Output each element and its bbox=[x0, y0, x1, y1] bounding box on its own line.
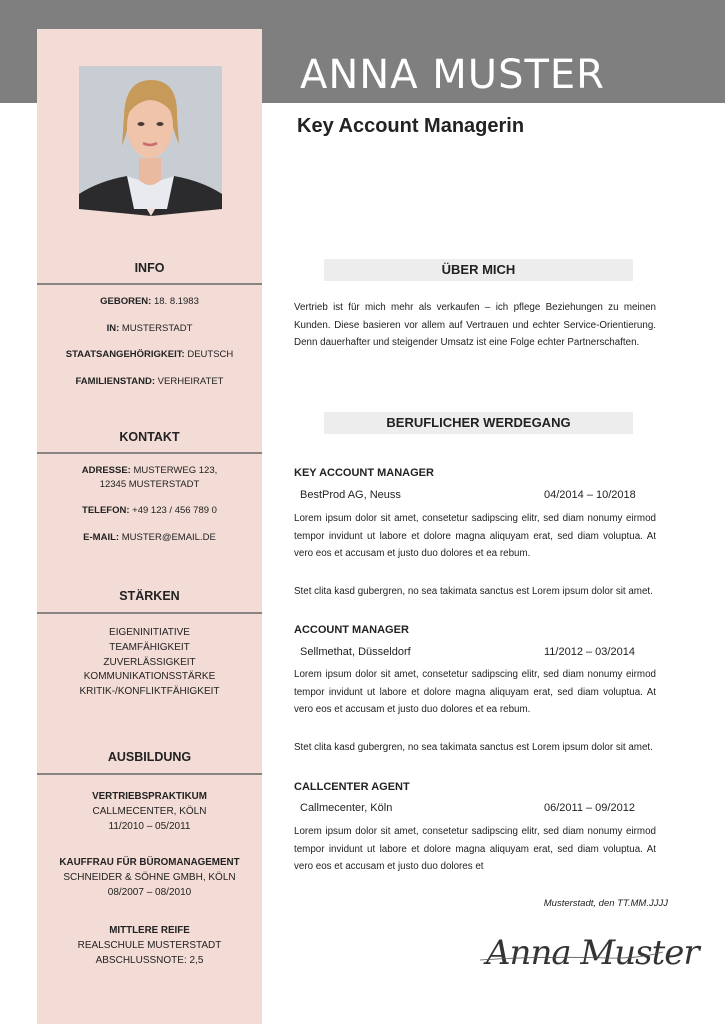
contact-divider bbox=[37, 452, 262, 454]
education-title: KAUFFRAU FÜR BÜROMANAGEMENT bbox=[59, 857, 240, 868]
info-birthdate: GEBOREN: 18. 8.1983 bbox=[100, 296, 199, 307]
job-company: BestProd AG, Neuss bbox=[300, 489, 401, 501]
contact-address: ADRESSE: MUSTERWEG 123, 12345 MUSTERSTADT bbox=[81, 465, 218, 490]
candidate-name: ANNA MUSTER bbox=[300, 52, 605, 98]
career-heading: BERUFLICHER WERDEGANG bbox=[324, 412, 633, 434]
info-birthplace: IN: MUSTERSTADT bbox=[106, 323, 193, 334]
candidate-job-title: Key Account Managerin bbox=[297, 115, 525, 137]
job-description-extra: Stet clita kasd gubergren, no sea takimata sanctus est Lorem ipsum dolor sit amet. bbox=[294, 586, 653, 597]
job-company: Sellmethat, Düsseldorf bbox=[300, 646, 411, 658]
education-title: VERTRIEBSPRAKTIKUM bbox=[92, 791, 207, 802]
strength-item: TEAMFÄHIGKEIT bbox=[109, 641, 190, 653]
info-divider bbox=[37, 283, 262, 285]
education-institution: SCHNEIDER & SÖHNE GMBH, KÖLN bbox=[63, 871, 236, 883]
education-entry bbox=[37, 856, 262, 900]
strength-item: KRITIK-/KONFLIKTFÄHIGKEIT bbox=[79, 686, 220, 698]
info-nationality: STAATSANGEHÖRIGKEIT: DEUTSCH bbox=[65, 349, 234, 360]
job-dates: 06/2011 – 09/2012 bbox=[544, 802, 635, 814]
education-dates: 08/2007 – 08/2010 bbox=[107, 886, 192, 898]
contact-email: E-MAIL: MUSTER@EMAIL.DE bbox=[83, 532, 216, 543]
strength-item: KOMMUNIKATIONSSTÄRKE bbox=[83, 671, 216, 683]
strengths-list bbox=[37, 626, 262, 700]
strengths-divider bbox=[37, 612, 262, 614]
info-marital-status: FAMILIENSTAND: VERHEIRATET bbox=[75, 376, 224, 387]
education-title: MITTLERE REIFE bbox=[109, 925, 190, 936]
education-divider bbox=[37, 773, 262, 775]
signature bbox=[478, 922, 699, 982]
job-company: Callmecenter, Köln bbox=[300, 802, 393, 814]
job-title: KEY ACCOUNT MANAGER bbox=[294, 467, 434, 479]
strengths-heading: STÄRKEN bbox=[119, 589, 180, 603]
job-title: ACCOUNT MANAGER bbox=[294, 624, 409, 636]
strength-item: ZUVERLÄSSIGKEIT bbox=[103, 656, 196, 668]
job-dates: 11/2012 – 03/2014 bbox=[544, 646, 635, 658]
education-entry bbox=[37, 924, 262, 968]
profile-photo bbox=[79, 66, 222, 209]
contact-phone: TELEFON: +49 123 / 456 789 0 bbox=[82, 505, 217, 516]
about-text: Vertrieb ist für mich mehr als verkaufen – ich pflege Beziehungen zu meinen Kunden. Diese basieren vor allem auf Vertrauen und echter Service-Orientierung. Denn dauerhafter und steigender Umsatz ist eine Folge echter Partnerschaften. bbox=[294, 302, 656, 348]
job-title: CALLCENTER AGENT bbox=[294, 781, 410, 793]
education-institution: REALSCHULE MUSTERSTADT bbox=[77, 939, 222, 951]
job-description-extra: Stet clita kasd gubergren, no sea takimata sanctus est Lorem ipsum dolor sit amet. bbox=[294, 742, 653, 753]
svg-text:Anna Muster: Anna Muster bbox=[486, 933, 699, 973]
education-institution: CALLMECENTER, KÖLN bbox=[92, 805, 207, 817]
strength-item: EIGENINITIATIVE bbox=[109, 627, 190, 638]
job-description: Lorem ipsum dolor sit amet, consetetur sadipscing elitr, sed diam nonumy eirmod tempor invidunt ut labore et dolore magna aliquyam erat, sed diam voluptua. At vero eos et accusam et justo duo dolores et bbox=[294, 826, 656, 872]
contact-heading: KONTAKT bbox=[119, 430, 180, 444]
about-heading: ÜBER MICH bbox=[324, 259, 633, 281]
info-heading: INFO bbox=[134, 261, 165, 275]
place-date: Musterstadt, den TT.MM.JJJJ bbox=[543, 898, 668, 909]
job-description: Lorem ipsum dolor sit amet, consetetur sadipscing elitr, sed diam nonumy eirmod tempor invidunt ut labore et dolore magna aliquyam erat, sed diam voluptua. At vero eos et accusam et justo duo dolores et ea rebum. bbox=[294, 669, 656, 715]
education-entry bbox=[37, 790, 262, 834]
job-description: Lorem ipsum dolor sit amet, consetetur sadipscing elitr, sed diam nonumy eirmod tempor invidunt ut labore et dolore magna aliquyam erat, sed diam voluptua. At vero eos et accusam et justo duo dolores et ea rebum. bbox=[294, 513, 656, 559]
job-dates: 04/2014 – 10/2018 bbox=[544, 489, 636, 501]
education-heading: AUSBILDUNG bbox=[107, 750, 192, 764]
education-dates: 11/2010 – 05/2011 bbox=[108, 820, 191, 832]
education-grade: ABSCHLUSSNOTE: 2,5 bbox=[95, 954, 204, 966]
